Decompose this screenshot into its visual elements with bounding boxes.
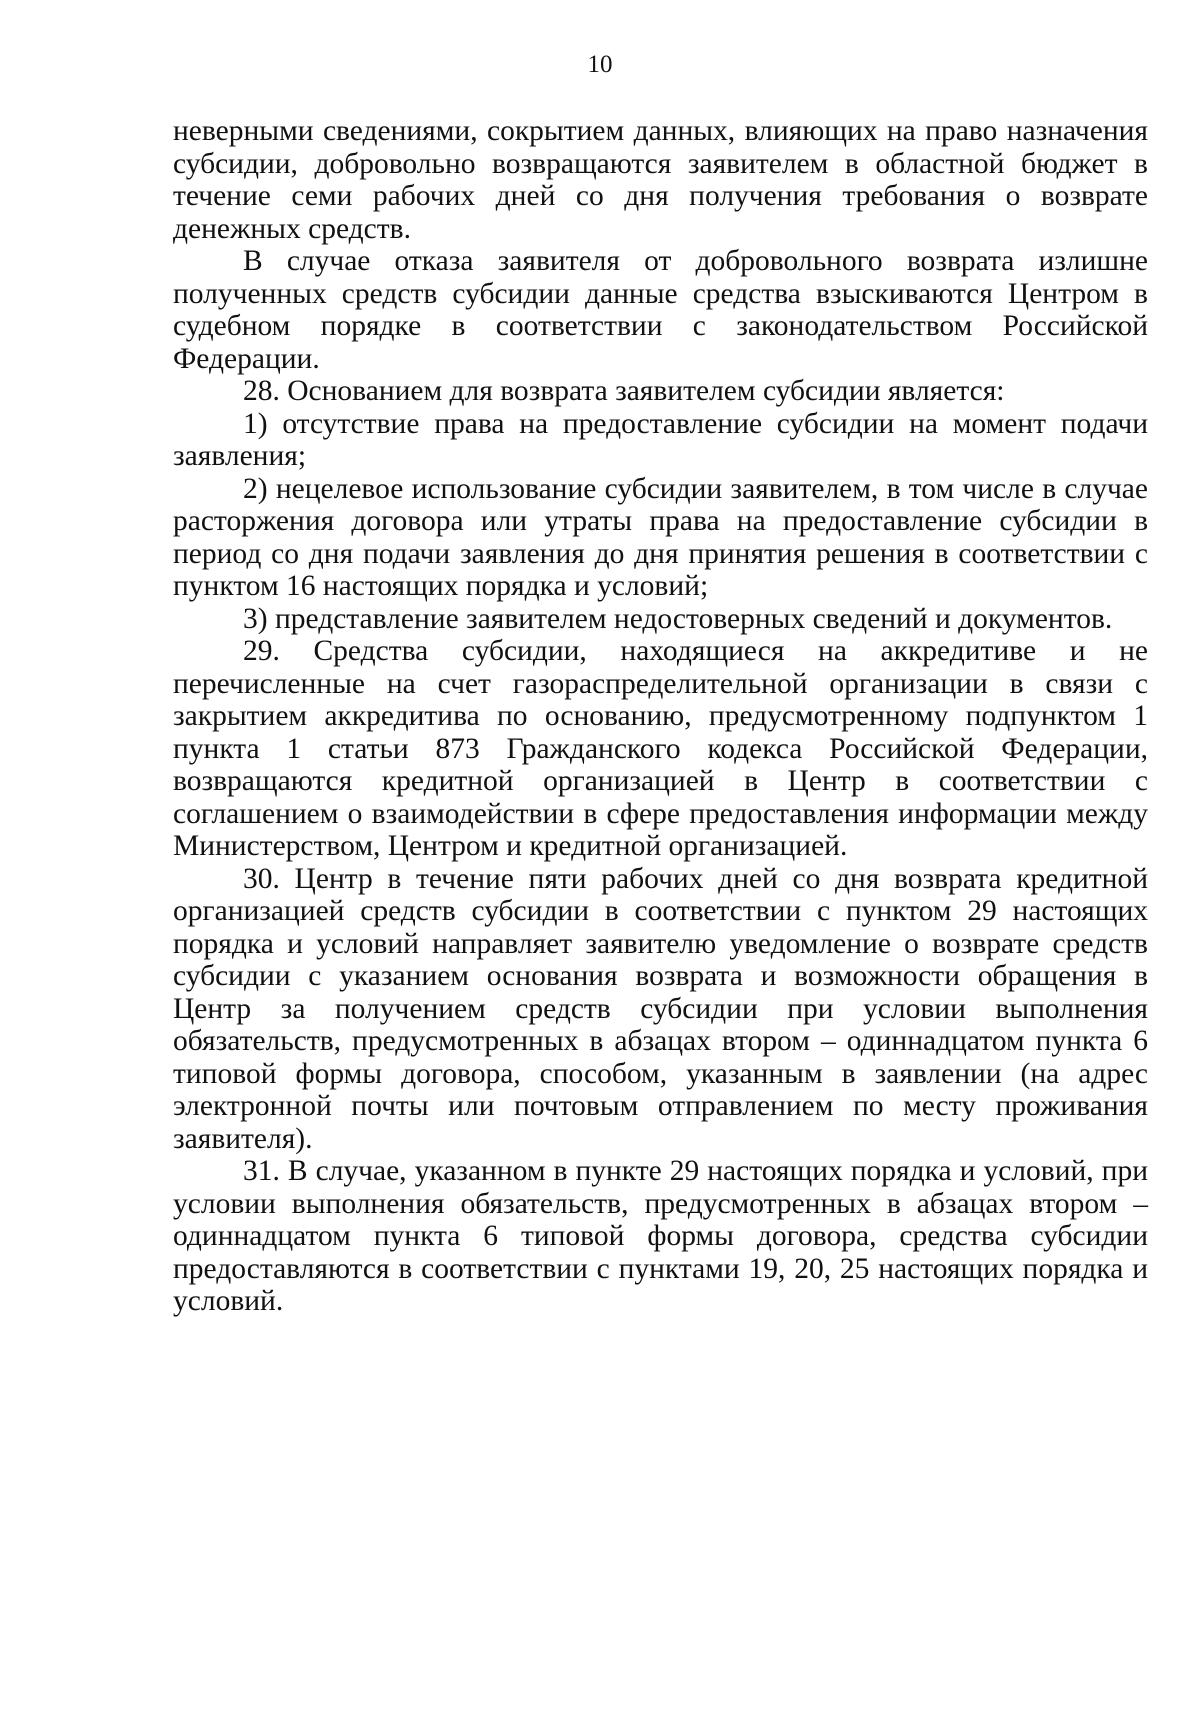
page-number: 10 — [587, 51, 613, 78]
paragraph-29: 29. Средства субсидии, находящиеся на аккредитиве и не перечисленные на счет газораспределительной организации в связи с закрытием аккредитива по основанию, предусмотренному подпунктом 1 пункта 1 статьи 873 Гражданского кодекса Российской Федерации, возвращаются кредитной организацией в Центр в соответствии с соглашением о взаимодействии в сфере предоставления информации между Министерством, Центром и кредитной организацией. — [173, 635, 1148, 862]
paragraph-28-item-1: 1) отсутствие права на предоставление субсидии на момент подачи заявления; — [173, 407, 1148, 472]
paragraph-30: 30. Центр в течение пяти рабочих дней со дня возврата кредитной организацией средств субсидии в соответствии с пунктом 29 настоящих порядка и условий направляет заявителю уведомление о возврате средств субсидии с указанием основания возврата и возможности обращения в Центр за получением средств субсидии при условии выполнения обязательств, предусмотренных в абзацах втором – одиннадцатом пункта 6 типовой формы договора, способом, указанным в заявлении (на адрес электронной почты или почтовым отправлением по месту проживания заявителя). — [173, 862, 1148, 1155]
paragraph-28-item-3: 3) представление заявителем недостоверных сведений и документов. — [243, 602, 1113, 635]
document-body — [173, 115, 1148, 1318]
paragraph-31: 31. В случае, указанном в пункте 29 настоящих порядка и условий, при условии выполнения обязательств, предусмотренных в абзацах втором – одиннадцатом пункта 6 типовой формы договора, средства субсидии предоставляются в соответствии с пунктами 19, 20, 25 настоящих порядка и условий. — [173, 1155, 1148, 1317]
paragraph-28-item-2: 2) нецелевое использование субсидии заявителем, в том числе в случае расторжения договора или утраты права на предоставление субсидии в период со дня подачи заявления до дня принятия решения в соответствии с пунктом 16 настоящих порядка и условий; — [173, 472, 1148, 602]
paragraph-continuation: неверными сведениями, сокрытием данных, влияющих на право назначения субсидии, добровольно возвращаются заявителем в областной бюджет в течение семи рабочих дней со дня получения требования о возврате денежных средств. — [173, 115, 1148, 245]
paragraph-28: 28. Основанием для возврата заявителем субсидии является: — [243, 375, 1005, 407]
paragraph-refusal-recovery: В случае отказа заявителя от добровольного возврата излишне полученных средств субсидии данные средства взыскиваются Центром в судебном порядке в соответствии с законодательством Российской Федерации. — [173, 245, 1148, 375]
